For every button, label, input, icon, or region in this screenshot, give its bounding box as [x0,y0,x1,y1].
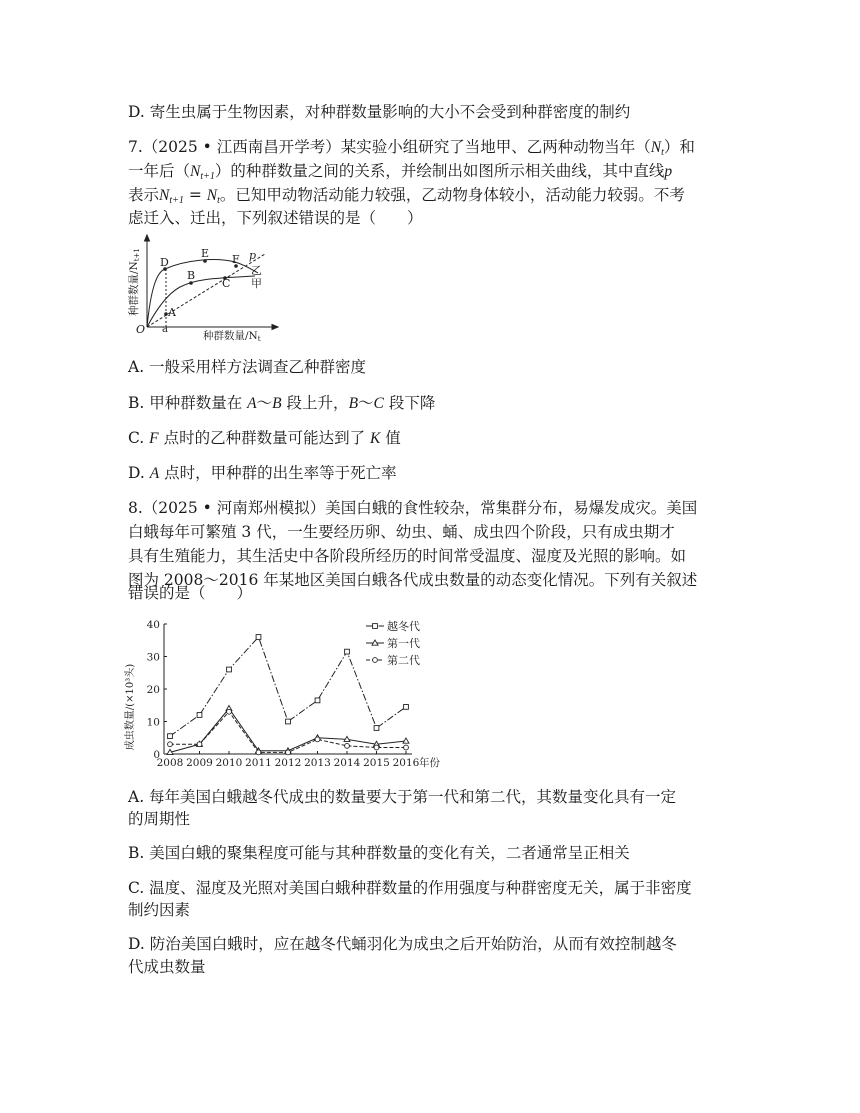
q7-x-tick-a: a [162,324,168,335]
q7-figure [125,232,285,344]
q8-legend-marker-0 [373,624,378,629]
q7-option-c: C. F 点时的乙种群数量可能达到了 K 值 [128,429,401,447]
q8-y-tick-label: 40 [146,619,160,631]
q8-point-s2-6 [345,743,350,748]
q8-x-tick-label: 2014 [333,757,361,769]
q7-label-yi: 乙 [251,264,262,277]
q8-point-s2-2 [227,709,232,714]
q8-point-s0-0 [168,734,173,739]
q7-option-d: D. A 点时，甲种群的出生率等于死亡率 [128,464,397,482]
q8-point-s2-4 [286,750,291,755]
q7-origin-label: O [136,323,146,336]
q8-y-tick-label: 20 [146,684,160,696]
q8-point-s0-6 [345,649,350,654]
q7-label-f: F [232,253,240,266]
q8-series-line-2 [170,712,406,753]
q7-y-arrow [145,235,150,241]
q8-point-s2-5 [315,737,320,742]
q7-stem-line-4: 虑迁入、迁出，下列叙述错误的是（ ） [128,209,423,227]
q8-legend-label-1: 第一代 [387,637,420,650]
q8-legend-marker-2 [373,658,378,663]
q7-y-axis-label: 种群数量/Nt+1 [128,248,141,316]
q8-series-line-1 [170,709,406,753]
q8-point-s2-3 [256,750,261,755]
q8-point-s0-5 [315,698,320,703]
q8-point-s0-3 [256,635,261,640]
q8-x-tick-label: 2013 [304,757,331,769]
q7-x-axis-label: 种群数量/Nt [203,330,261,343]
q8-point-s0-2 [227,667,232,672]
q8-point-s0-4 [286,719,291,724]
q7-stem-line-3: 表示$N_{t+1} = N_t$。已知甲动物活动能力较强，乙动物身体较小，活动能力较弱。不考 [128,186,685,206]
q8-point-s1-8 [403,738,409,743]
q8-point-s2-7 [374,745,379,750]
q8-point-s0-8 [404,704,409,709]
q7-label-jia: 甲 [251,277,262,290]
q8-point-s2-1 [197,742,202,747]
q8-chart [120,612,460,772]
q8-option-d-line-2: 代成虫数量 [128,958,206,976]
q8-y-tick-label: 10 [146,716,160,729]
q8-legend-label-0: 越冬代 [387,620,420,633]
q8-y-tick-label: 30 [146,651,160,664]
q8-stem-line-2: 白蛾每年可繁殖 3 代，一生要经历卵、幼虫、蛹、成虫四个阶段，只有成虫期才 [128,523,675,541]
q8-legend-label-2: 第二代 [387,654,420,667]
q8-point-s0-1 [197,713,202,718]
q8-stem-line-5: 错误的是（ ） [128,584,253,602]
q7-option-a: A. 一般采用样方法调查乙种群密度 [128,358,367,376]
q7-label-c: C [222,277,231,290]
q8-point-s0-7 [374,726,379,731]
q6-option-d: D. 寄生虫属于生物因素，对种群数量影响的大小不会受到种群密度的制约 [128,103,631,121]
q8-x-tick-label: 2008 [156,757,184,769]
q8-y-axis-label: 成虫数量/(×10³头) [125,663,136,751]
q8-x-tick-label: 2010 [215,757,243,769]
q7-label-b: B [187,269,196,282]
q8-stem-line-1: 8.（2025 • 河南郑州模拟）美国白蛾的食性较杂，常集群分布，易爆发成灾。美国 [128,499,698,517]
q7-stem-line-1: 7.（2025 • 江西南昌开学考）某实验小组研究了当地甲、乙两种动物当年$(N_t)$和 [128,138,695,158]
q8-point-s2-8 [404,745,409,750]
q8-stem-line-3: 具有生殖能力，其生活史中各阶段所经历的时间常受温度、湿度及光照的影响。如 [128,547,687,565]
q7-label-e: E [201,247,210,260]
q8-option-b: B. 美国白蛾的聚集程度可能与其种群数量的变化有关，二者通常呈正相关 [128,844,630,862]
q7-label-d: D [160,256,169,269]
q8-option-c-line-2: 制约因素 [128,901,191,919]
q7-x-arrow [272,325,278,330]
q8-x-unit-label: 年份 [419,757,440,769]
q8-point-s2-0 [168,742,173,747]
q8-option-a-line-1: A. 每年美国白蛾越冬代成虫的数量要大于第一代和第二代，其数量变化具有一定 [128,788,677,806]
q7-option-b: B. 甲种群数量在 A～B 段上升，B～C 段下降 [128,394,436,412]
q8-stem-line-4: 图为 2008～2016 年某地区美国白蛾各代成虫数量的动态变化情况。下列有关叙述 [128,571,698,589]
q8-y-tick-label: 0 [153,749,160,761]
q8-x-tick-label: 2016 [392,757,420,769]
q7-label-a: A [168,306,176,319]
q7-stem-line-2: 一年后$(N_{t+1})$的种群数量之间的关系，并绘制出如图所示相关曲线，其中直线p [128,162,673,182]
q7-label-p: p [249,249,257,262]
q8-x-tick-label: 2015 [363,757,390,769]
q8-option-c-line-1: C. 温度、湿度及光照对美国白蛾种群数量的作用强度与种群密度无关，属于非密度 [128,879,692,897]
q8-x-tick-label: 2012 [274,757,302,769]
q8-x-tick-label: 2009 [186,757,213,769]
q7-curve-jia [147,276,255,327]
q8-option-d-line-1: D. 防治美国白蛾时，应在越冬代蛹羽化为成虫之后开始防治，从而有效控制越冬 [128,935,677,953]
q8-x-tick-label: 2011 [245,757,272,769]
q8-option-a-line-2: 的周期性 [128,810,191,828]
